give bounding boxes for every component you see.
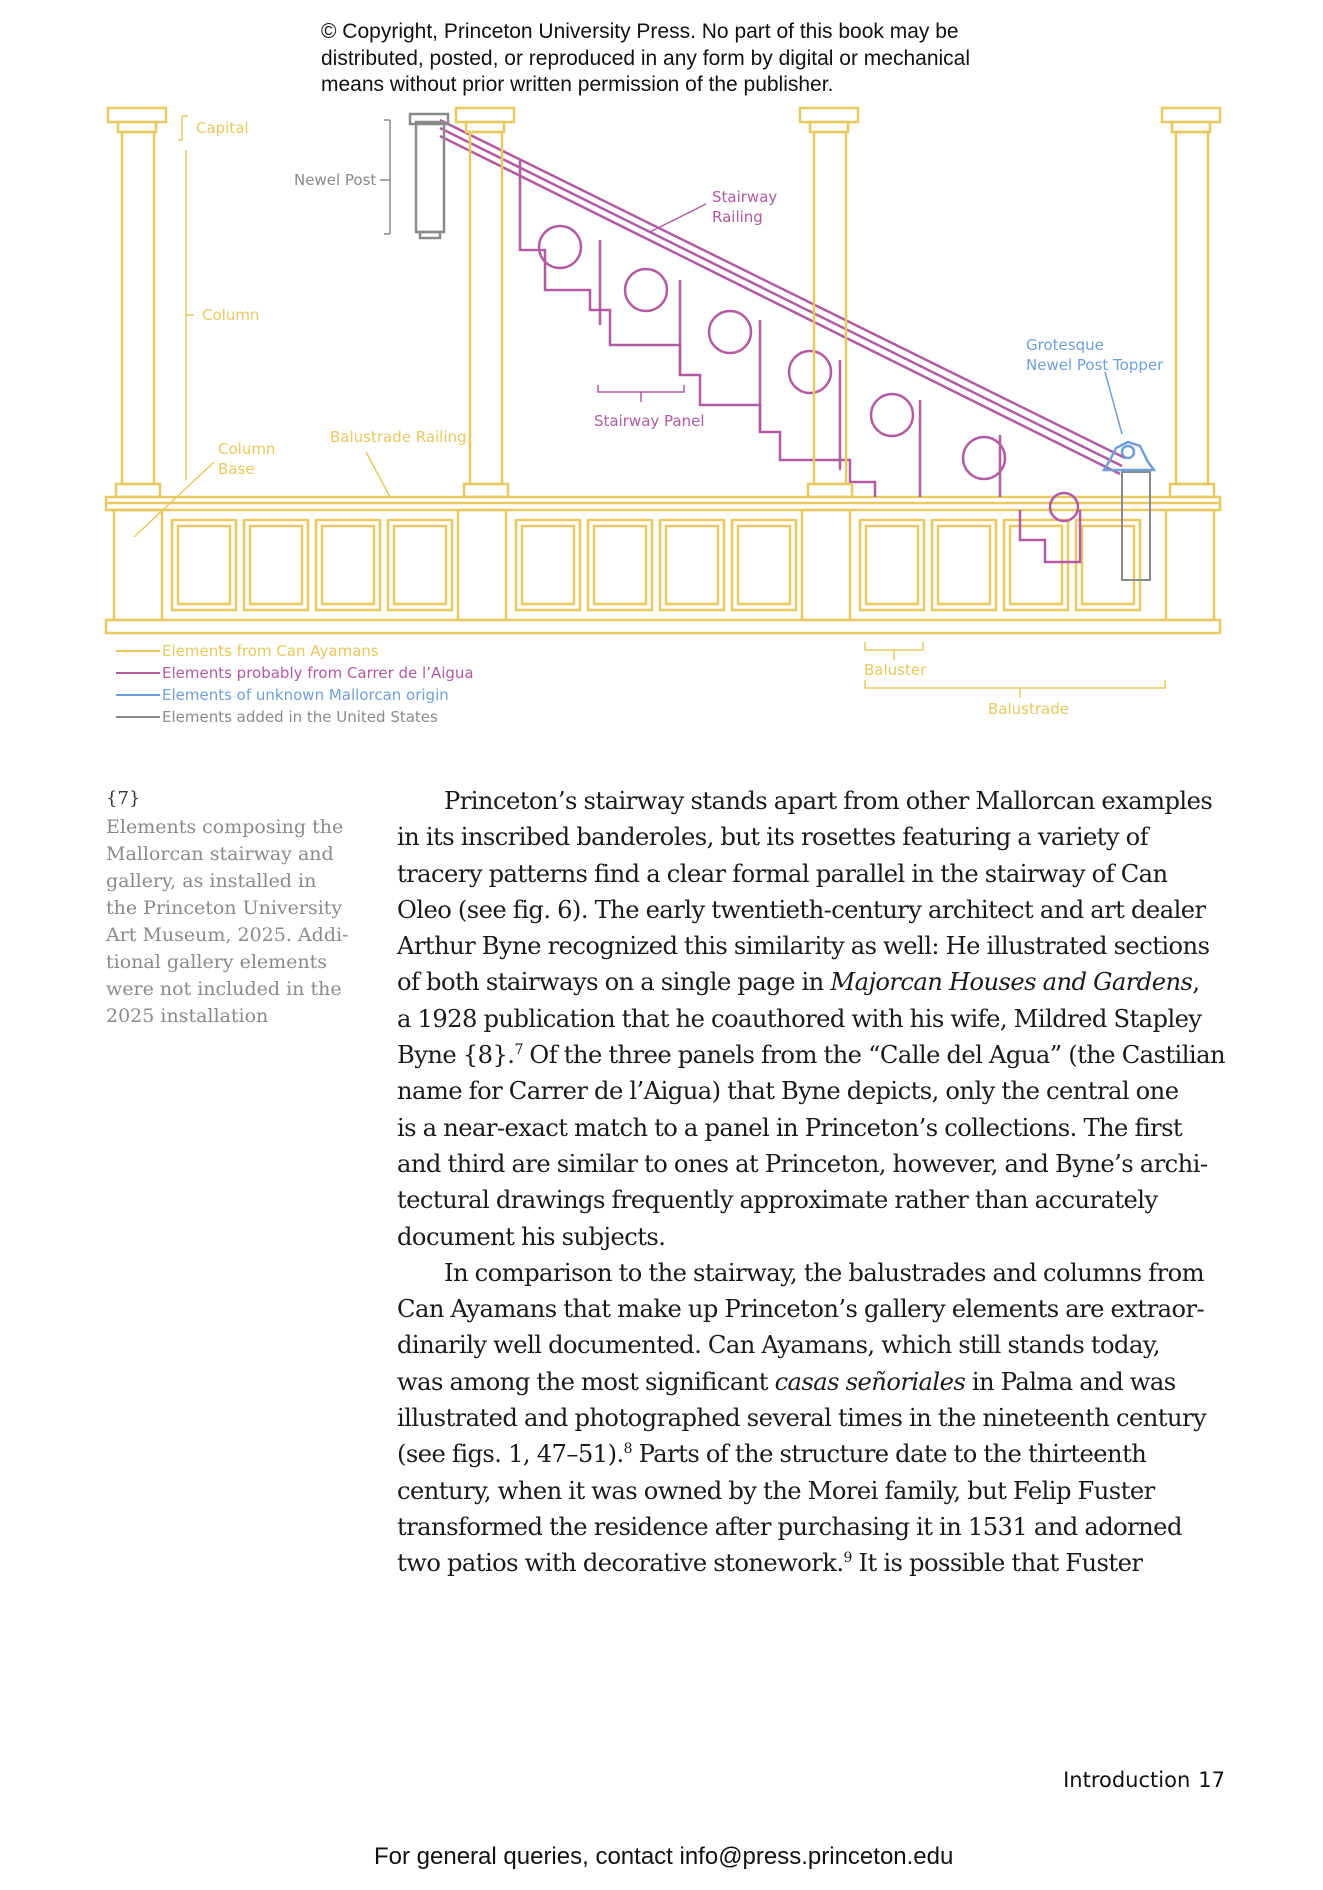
copyright-line: means without prior written permission of the publisher.: [321, 73, 834, 96]
balustrade-base: [106, 620, 1220, 633]
running-footer: [1063, 1768, 1225, 1792]
caption-line: gallery, as installed in: [106, 870, 317, 892]
diagram-labels: [196, 119, 1164, 718]
text-line: Can Ayamans that make up Princeton’s gallery elements are extraor-: [397, 1295, 1205, 1324]
grotesque-topper-label: Newel Post Topper: [1026, 356, 1164, 374]
text-line: Princeton’s stairway stands apart from other Mallorcan examples: [444, 787, 1213, 815]
text-run: (see figs. 1, 47–51).: [397, 1440, 624, 1469]
stairway-panel-label: Stairway Panel: [594, 412, 705, 430]
stairway-railing-label: Railing: [712, 208, 763, 226]
text-run: ,: [1192, 968, 1200, 997]
figure-caption: [106, 785, 351, 1030]
stair-steps: [520, 200, 875, 497]
caption-line: 2025 installation: [106, 1005, 269, 1027]
balustrade-label: Balustrade: [988, 700, 1069, 718]
text-line: Oleo (see fig. 6). The early twentieth-century architect and art dealer: [397, 895, 1206, 924]
text-line: illustrated and photographed several times in the nineteenth century: [397, 1404, 1207, 1433]
column-4: [1162, 108, 1220, 497]
book-title: Majorcan Houses and Gardens: [830, 968, 1193, 997]
text-line: century, when it was owned by the Morei family, but Felip Fuster: [397, 1476, 1155, 1505]
text-run: was among the most significant: [397, 1367, 775, 1396]
text-run: It is possible that Fuster: [851, 1549, 1143, 1578]
italic-term: casas señoriales: [774, 1367, 966, 1396]
copyright-line: © Copyright, Princeton University Press. No part of this book may be: [321, 20, 959, 43]
text-line: transformed the residence after purchasing it in 1531 and adorned: [397, 1512, 1182, 1541]
baluster-panels: [172, 520, 1140, 610]
text-line: a 1928 publication that he coauthored with his wife, Mildred Stapley: [397, 1004, 1202, 1033]
text-line: dinarily well documented. Can Ayamans, which still stands today,: [397, 1331, 1160, 1360]
legend-label: Elements from Can Ayamans: [162, 642, 379, 660]
column-1: [108, 108, 166, 497]
footnote-ref: 8: [623, 1441, 632, 1458]
text-line: is a near-exact match to a panel in Princeton’s collections. The first: [397, 1113, 1183, 1142]
text-run: Parts of the structure date to the thirteenth: [631, 1440, 1147, 1469]
pedestal-2: [458, 510, 506, 620]
text-run: Of the three panels from the “Calle del Agua” (the Castilian: [522, 1041, 1226, 1070]
text-line: tracery patterns find a clear formal parallel in the stairway of Can: [397, 859, 1168, 888]
text-line: [397, 1037, 1227, 1073]
text-run: of both stairways on a single page in: [397, 968, 831, 997]
body-text: [397, 783, 1227, 1582]
text-line: [397, 1545, 1227, 1581]
caption-line: Mallorcan stairway and: [106, 843, 334, 865]
rosettes: [539, 226, 1078, 521]
pedestal-1: [106, 510, 170, 620]
text-line: document his subjects.: [397, 1222, 666, 1251]
text-run: two patios with decorative stonework.: [397, 1549, 844, 1578]
pedestal-3: [802, 510, 850, 620]
paragraph: [397, 783, 1227, 1255]
text-line: and third are similar to ones at Princeton, however, and Byne’s archi-: [397, 1149, 1208, 1178]
figure-number: {7}: [106, 788, 141, 809]
text-line: [397, 964, 1227, 1000]
legend-label: Elements added in the United States: [162, 708, 438, 726]
footnote-ref: 7: [514, 1042, 523, 1059]
copyright-line: distributed, posted, or reproduced in any form by digital or mechanical: [321, 46, 971, 70]
column-base-label: Base: [218, 460, 255, 478]
text-run: Byne {8}.: [397, 1041, 515, 1070]
text-line: [397, 1436, 1227, 1472]
text-line: [397, 1364, 1227, 1400]
text-line: in its inscribed banderoles, but its rosettes featuring a variety of: [397, 823, 1149, 852]
section-title: Introduction: [1063, 1768, 1191, 1792]
legend-label: Elements of unknown Mallorcan origin: [162, 686, 449, 704]
newel-post: [410, 114, 448, 238]
legend-label: Elements probably from Carrer de l’Aigua: [162, 664, 474, 682]
grotesque-topper: [1104, 442, 1154, 470]
caption-line: Elements composing the: [106, 816, 344, 838]
stairway-railing-label: Stairway: [712, 188, 778, 206]
text-line: name for Carrer de l’Aigua) that Byne depicts, only the central one: [397, 1077, 1179, 1106]
text-line: tectural drawings frequently approximate rather than accurately: [397, 1186, 1158, 1215]
caption-line: were not included in the: [106, 978, 342, 1000]
page-number: 17: [1198, 1768, 1225, 1792]
text-line: In comparison to the stairway, the balustrades and columns from: [444, 1258, 1204, 1287]
column-label: Column: [202, 306, 260, 324]
legend: [116, 642, 474, 726]
text-run: in Palma and was: [965, 1367, 1176, 1396]
capital-label: Capital: [196, 119, 249, 137]
text-line: Arthur Byne recognized this similarity as well: He illustrated sections: [397, 932, 1210, 961]
grotesque-topper-label: Grotesque: [1026, 336, 1104, 354]
caption-line: tional gallery elements: [106, 951, 328, 973]
baluster-label: Baluster: [864, 661, 927, 679]
paragraph: [397, 1255, 1227, 1582]
footnote-ref: 9: [843, 1550, 852, 1567]
stairway-railing: [440, 120, 1125, 458]
caption-line: the Princeton University: [106, 897, 343, 919]
stairway-gallery-diagram: [0, 0, 1323, 760]
balustrade-railing-label: Balustrade Railing: [330, 428, 467, 446]
newel-post-label: Newel Post: [294, 171, 377, 189]
stairway: [440, 120, 1125, 562]
pedestal-4: [1166, 510, 1214, 620]
column-base-label: Column: [218, 440, 276, 458]
contact-notice: For general queries, contact info@press.princeton.edu: [374, 1843, 954, 1870]
caption-line: Art Museum, 2025. Addi-: [106, 924, 349, 946]
